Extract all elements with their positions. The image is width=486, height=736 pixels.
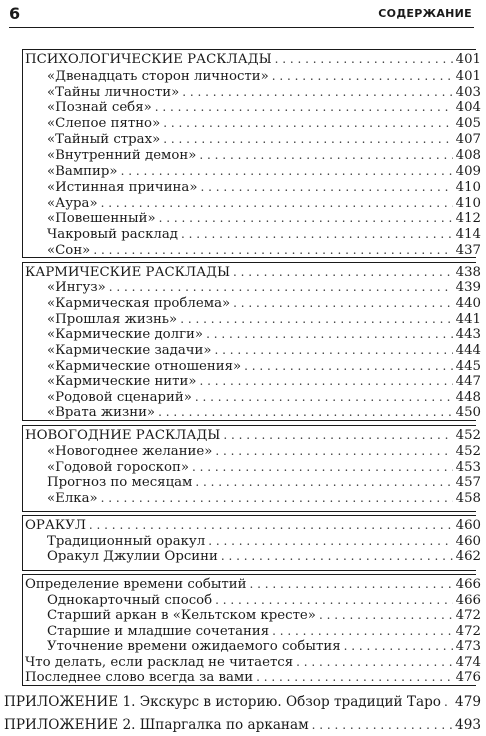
entry-title: Старшие и младшие сочетания [47, 624, 270, 639]
entry-title: «Тайны личности» [47, 85, 180, 100]
running-title: СОДЕРЖАНИЕ [378, 7, 472, 20]
entry-title: Уточнение времени ожидаемого события [47, 639, 341, 654]
toc-entry[interactable] [47, 85, 481, 100]
toc-entry[interactable] [47, 100, 481, 115]
toc-entry[interactable] [47, 148, 481, 163]
dot-leader [221, 549, 453, 564]
entry-title: «Внутренний демон» [47, 148, 197, 163]
toc-entry[interactable] [47, 390, 481, 405]
entry-title: «Прошлая жизнь» [47, 312, 178, 327]
entry-title: «Аура» [47, 196, 98, 211]
entry-title: «Двенадцать сторон личности» [47, 69, 269, 84]
page-ref: 472 [455, 624, 481, 639]
entry-title: «Повешенный» [47, 211, 156, 226]
dot-leader [200, 374, 453, 389]
dot-leader [182, 85, 452, 100]
dot-leader [256, 670, 452, 685]
toc-entry[interactable] [47, 132, 481, 147]
entry-title: «Кармическая проблема» [47, 296, 231, 311]
entry-title: «Родовой сценарий» [47, 390, 192, 405]
toc-entry[interactable] [47, 180, 481, 195]
toc-entry[interactable] [47, 608, 481, 623]
page-ref: 410 [455, 196, 481, 211]
toc-entry[interactable] [47, 624, 481, 639]
page-ref: 410 [455, 180, 481, 195]
entry-title: «Елка» [47, 491, 98, 506]
entry-title: Старший аркан в «Кельтском кресте» [47, 608, 316, 623]
header-rule [9, 27, 474, 28]
toc-entry[interactable] [47, 374, 481, 389]
toc-entry[interactable] [47, 296, 481, 311]
toc-section-heading[interactable] [25, 428, 481, 443]
dot-leader [181, 227, 453, 242]
dot-leader [206, 327, 453, 342]
dot-leader [89, 518, 453, 533]
toc-entry[interactable] [25, 655, 481, 670]
entry-title: «Слепое пятно» [47, 116, 161, 131]
entry-title: «Истинная причина» [47, 180, 198, 195]
entry-title: Последнее слово всегда за вами [25, 670, 254, 685]
entry-title: «Кармические отношения» [47, 359, 242, 374]
toc-entry[interactable] [47, 164, 481, 179]
toc-entry[interactable] [47, 549, 481, 564]
dot-leader [195, 390, 453, 405]
entry-title: Чакровый расклад [47, 227, 178, 242]
dot-leader [200, 180, 452, 195]
toc-section-heading[interactable] [25, 577, 481, 592]
entry-title: Определение времени событий [25, 577, 247, 592]
page-ref: 443 [455, 327, 481, 342]
entry-title: Прогноз по месяцам [47, 475, 193, 490]
toc-entry[interactable] [47, 196, 481, 211]
toc-entry[interactable] [47, 227, 481, 242]
toc-entry[interactable] [47, 534, 481, 549]
entry-title: «Годовой гороскоп» [47, 460, 189, 475]
toc-section-heading[interactable] [25, 265, 481, 280]
toc-entry[interactable] [47, 460, 481, 475]
toc-entry[interactable] [47, 475, 481, 490]
entry-title: ОРАКУЛ [25, 518, 86, 533]
page-ref: 407 [455, 132, 481, 147]
toc-appendix[interactable] [4, 695, 481, 710]
page-ref: 437 [455, 243, 481, 258]
dot-leader [180, 312, 452, 327]
page-ref: 460 [455, 518, 481, 533]
dot-leader [244, 359, 452, 374]
entry-title: Однокарточный способ [47, 593, 213, 608]
dot-leader [158, 405, 453, 420]
dot-leader [121, 164, 453, 179]
entry-title: «Кармические задачи» [47, 343, 212, 358]
toc-entry[interactable] [47, 280, 481, 295]
toc-entry[interactable] [47, 359, 481, 374]
dot-leader [199, 148, 452, 163]
entry-title: «Познай себя» [47, 100, 152, 115]
toc-entry[interactable] [47, 343, 481, 358]
toc-entry[interactable] [47, 639, 481, 654]
dot-leader [163, 132, 452, 147]
entry-title: Что делать, если расклад не читается [25, 655, 294, 670]
page-ref: 448 [455, 390, 481, 405]
toc-section-heading[interactable] [25, 518, 481, 533]
page-ref: 473 [455, 639, 481, 654]
entry-title: ПРИЛОЖЕНИЕ 2. Шпаргалка по арканам [4, 717, 309, 733]
dot-leader [215, 343, 453, 358]
toc-entry[interactable] [47, 327, 481, 342]
dot-leader [319, 608, 453, 623]
dot-leader [101, 196, 453, 211]
toc-entry[interactable] [47, 116, 481, 131]
page-ref: 401 [455, 52, 481, 67]
page-ref: 460 [455, 534, 481, 549]
entry-title: КАРМИЧЕСКИЕ РАСКЛАДЫ [25, 265, 231, 280]
dot-leader [159, 211, 453, 226]
toc-entry[interactable] [47, 243, 481, 258]
entry-title: «Вампир» [47, 164, 118, 179]
dot-leader [155, 100, 453, 115]
entry-title: НОВОГОДНИЕ РАСКЛАДЫ [25, 428, 221, 443]
page-ref: 403 [455, 85, 481, 100]
page-ref: 466 [455, 593, 481, 608]
page-ref: 412 [455, 211, 481, 226]
page-ref: 405 [455, 116, 481, 131]
dot-leader [215, 593, 452, 608]
dot-leader [444, 695, 452, 710]
entry-title: ПРИЛОЖЕНИЕ 1. Экскурс в историю. Обзор традиций Таро [4, 694, 441, 710]
entry-title: «Ингуз» [47, 280, 106, 295]
toc-entry[interactable] [47, 593, 481, 608]
page-ref: 414 [455, 227, 481, 242]
page-ref: 439 [455, 280, 481, 295]
page-ref: 476 [455, 670, 481, 685]
toc-entry[interactable] [47, 211, 481, 226]
page-ref: 493 [455, 717, 481, 733]
entry-title: Традиционный оракул [47, 534, 206, 549]
page-ref: 409 [455, 164, 481, 179]
page-ref: 447 [455, 374, 481, 389]
entry-title: «Тайный страх» [47, 132, 161, 147]
page-ref: 408 [455, 148, 481, 163]
entry-title: Оракул Джулии Орсини [47, 549, 218, 564]
toc-entry[interactable] [47, 405, 481, 420]
page-ref: 462 [455, 549, 481, 564]
page-ref: 401 [455, 69, 481, 84]
dot-leader [272, 624, 452, 639]
page-number: 6 [9, 4, 21, 23]
page-ref: 474 [455, 655, 481, 670]
toc-section-heading[interactable] [25, 52, 481, 67]
dot-leader [215, 444, 452, 459]
dot-leader [93, 243, 452, 258]
page-ref: 452 [455, 444, 481, 459]
toc-entry[interactable] [25, 670, 481, 685]
entry-title: «Кармические долги» [47, 327, 204, 342]
dot-leader [344, 639, 453, 654]
dot-leader [109, 280, 453, 295]
page-ref: 457 [455, 475, 481, 490]
toc-entry[interactable] [47, 491, 481, 506]
page-ref: 472 [455, 608, 481, 623]
toc-entry[interactable] [47, 444, 481, 459]
page-ref: 466 [455, 577, 481, 592]
page-ref: 479 [455, 694, 481, 710]
dot-leader [192, 460, 453, 475]
dot-leader [275, 52, 453, 67]
dot-leader [250, 577, 453, 592]
toc-appendix[interactable] [4, 718, 481, 733]
dot-leader [163, 116, 452, 131]
page-ref: 452 [455, 428, 481, 443]
page-ref: 445 [455, 359, 481, 374]
dot-leader [312, 718, 452, 733]
dot-leader [272, 69, 453, 84]
page-ref: 450 [455, 405, 481, 420]
dot-leader [101, 491, 453, 506]
dot-leader [296, 655, 452, 670]
page-ref: 458 [455, 491, 481, 506]
dot-leader [233, 265, 453, 280]
page-ref: 404 [455, 100, 481, 115]
dot-leader [208, 534, 452, 549]
page-ref: 441 [455, 312, 481, 327]
toc-entry[interactable] [47, 69, 481, 84]
page-ref: 438 [455, 265, 481, 280]
dot-leader [223, 428, 452, 443]
entry-title: «Сон» [47, 243, 91, 258]
entry-title: «Врата жизни» [47, 405, 156, 420]
page-header [0, 0, 486, 30]
entry-title: «Новогоднее желание» [47, 444, 213, 459]
dot-leader [195, 475, 452, 490]
entry-title: «Кармические нити» [47, 374, 197, 389]
page-ref: 453 [455, 460, 481, 475]
dot-leader [233, 296, 452, 311]
page-ref: 444 [455, 343, 481, 358]
entry-title: ПСИХОЛОГИЧЕСКИЕ РАСКЛАДЫ [25, 52, 272, 67]
toc-entry[interactable] [47, 312, 481, 327]
page-ref: 440 [455, 296, 481, 311]
